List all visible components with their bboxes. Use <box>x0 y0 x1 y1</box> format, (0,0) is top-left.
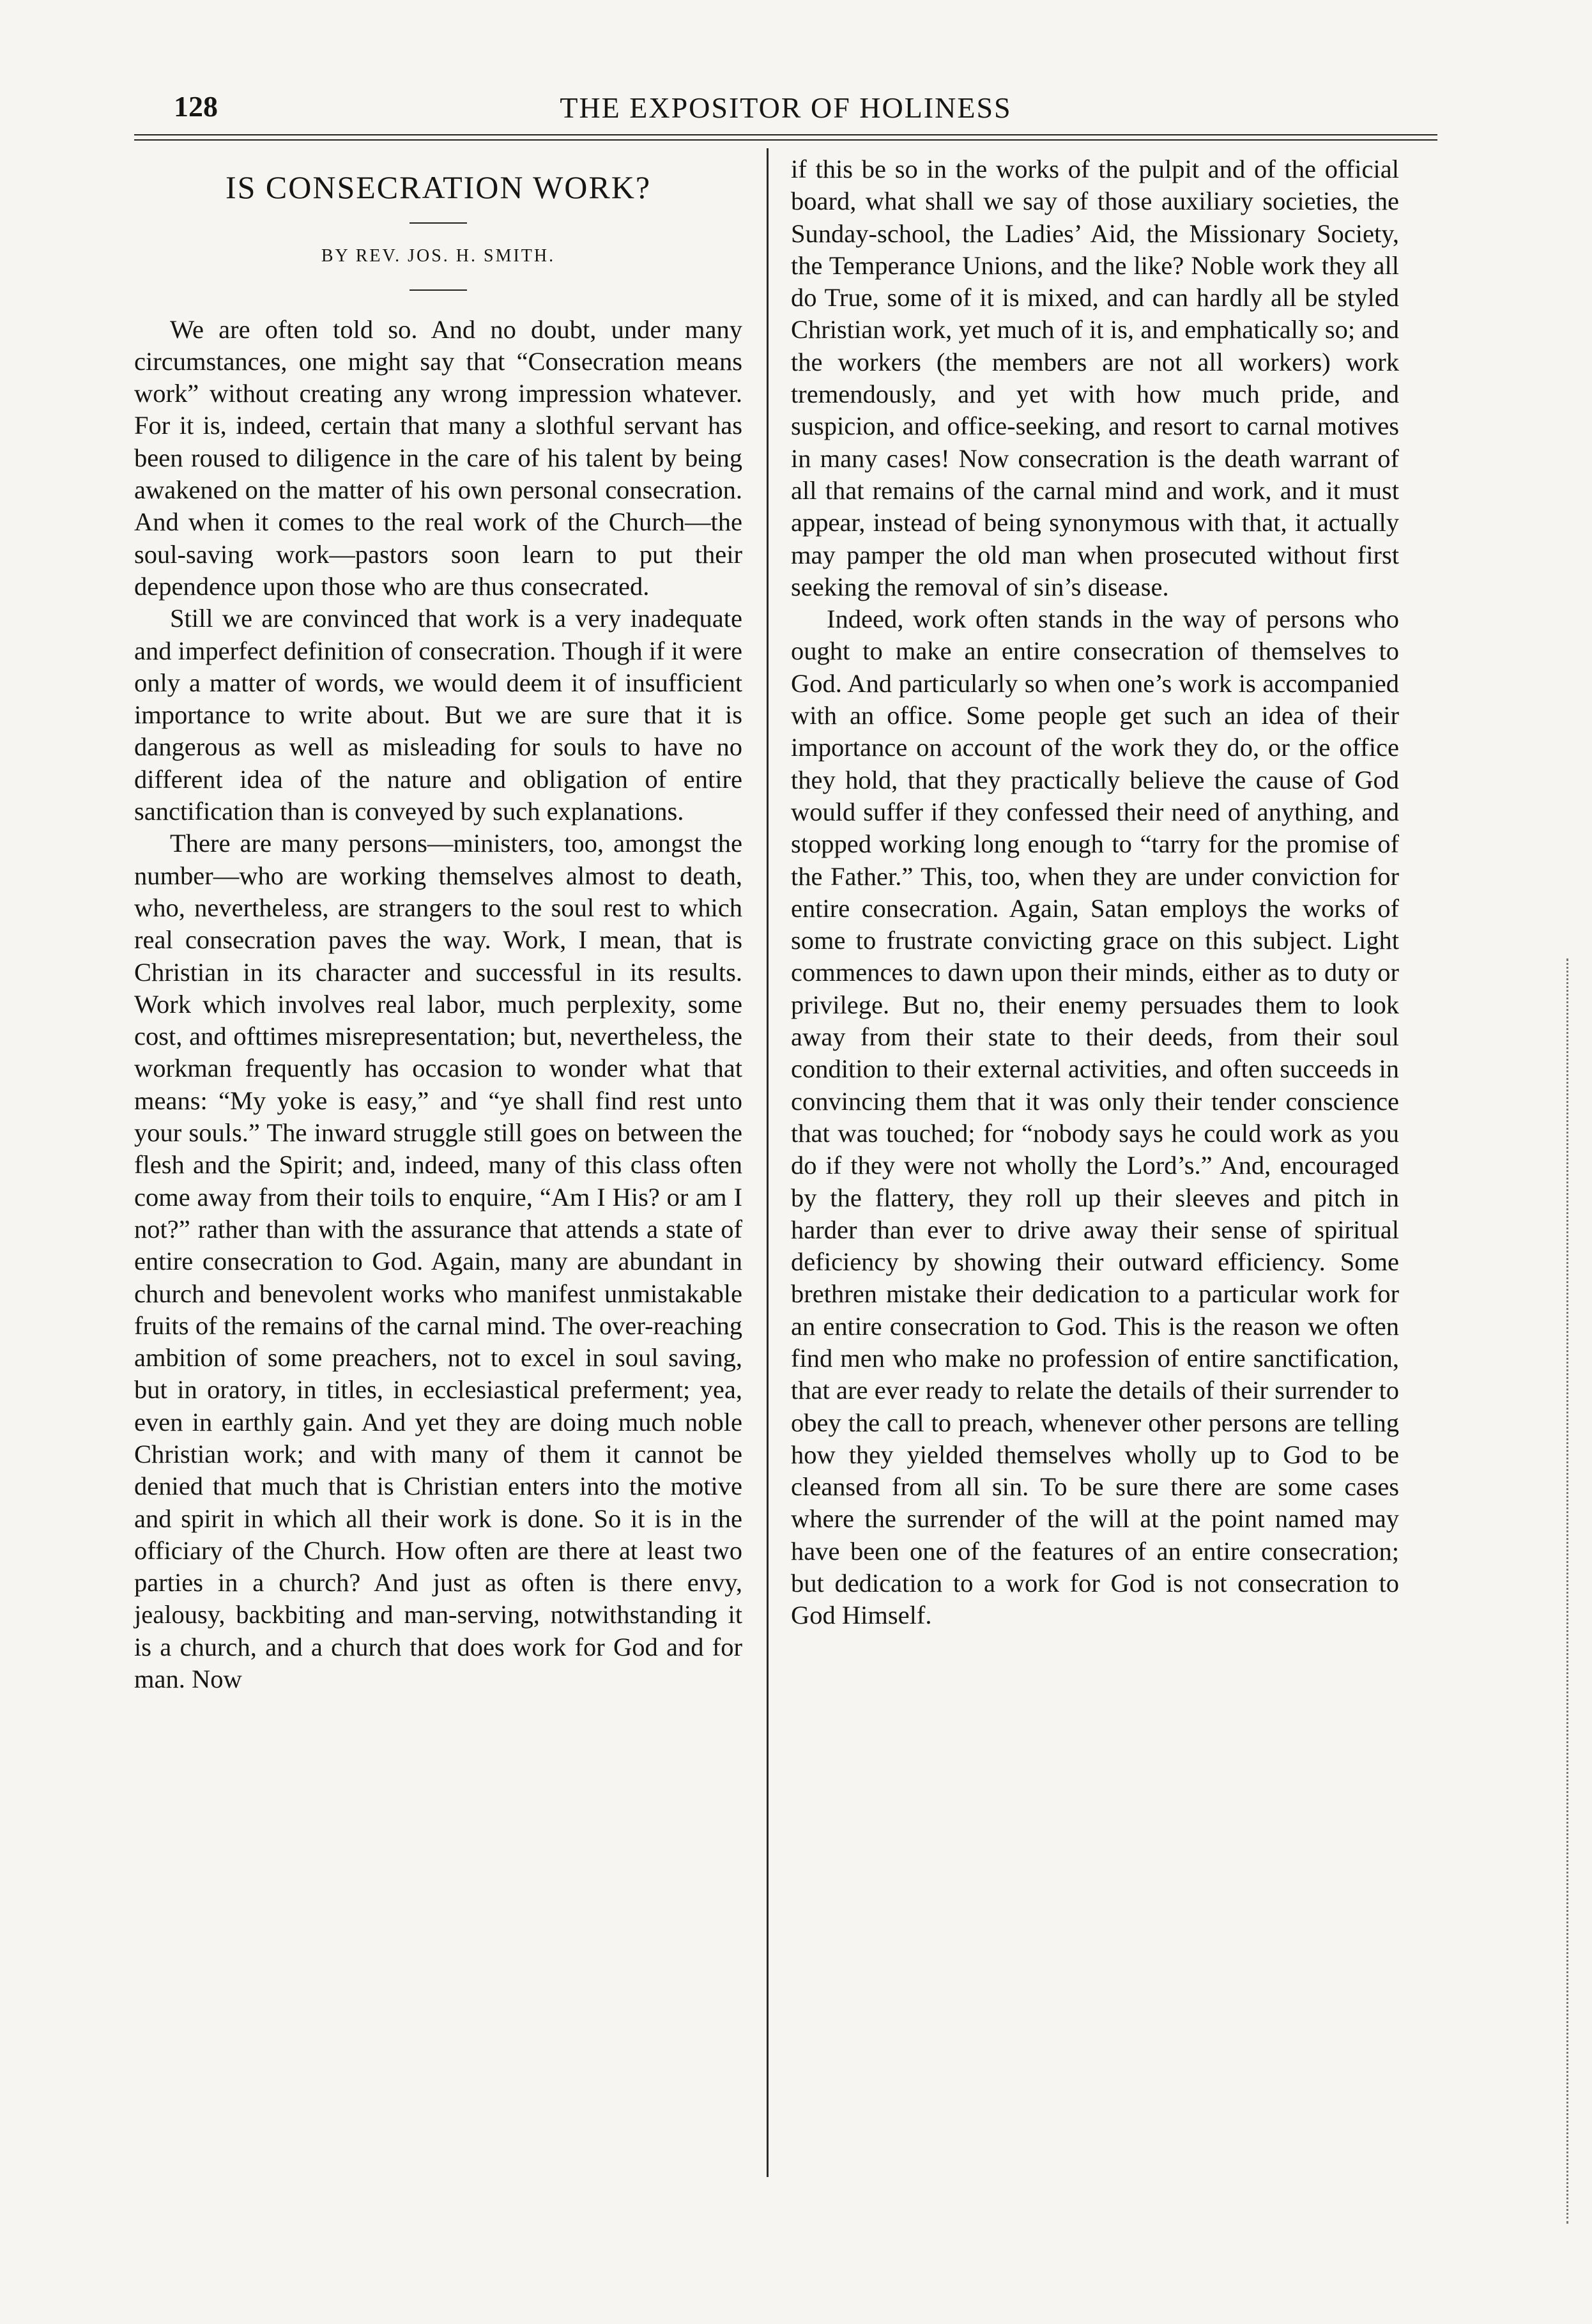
page-edge-marks <box>1566 958 1575 2224</box>
paragraph: We are often told so. And no doubt, under many circumstances, one might say that “Consecration means work” without creating any wrong impression whatever. For it is, indeed, certain that many a slothful servant has been roused to diligence in the care of his talent by being awakened on the matter of his own personal consecration. And when it comes to the real work of the Church—the soul-saving work—pastors soon learn to put their dependence upon those who are thus consecrated. <box>134 314 742 601</box>
page-header <box>134 75 1437 133</box>
paragraph: if this be so in the works of the pulpit and of the official board, what shall we say of those auxiliary societies, the Sunday-school, the Ladies’ Aid, the Missionary Society, the Temperance Unions, and the like? Noble work they all do True, some of it is mixed, and can hardly all be styled Christian work, yet much of it is, and emphatically so; and the workers (the members are not all workers) work tremendously, and yet with how much pride, and suspicion, and office-seeking, and resort to carnal motives in many cases! Now consecration is the death warrant of all that remains of the carnal mind and work, and it must appear, instead of being synonymous with that, it actually may pamper the old man when prosecuted without first seeking the removal of sin’s disease. <box>791 155 1399 601</box>
header-rule <box>134 134 1437 141</box>
article-title: IS CONSECRATION WORK? <box>225 169 652 205</box>
paragraph: There are many persons—ministers, too, amongst the number—who are working themselves almost to death, who, nevertheless, are strangers to the soul rest to which real consecration paves the way. Work, I mean, that is Christian in its character and successful in its results. Work which involves real labor, much perplexity, some cost, and ofttimes misrepresentation; but, nevertheless, the workman frequently has occasion to wonder what that means: “My yoke is easy,” and “ye shall find rest unto your souls.” The inward struggle still goes on between the flesh and the Spirit; and, indeed, many of this class often come away from their toils to enquire, “Am I His? or am I not?” rather than with the assurance that attends a state of entire consecration to God. Again, many are abundant in church and benevolent works who manifest unmistakable fruits of the remains of the carnal mind. The over-reaching ambition of some preachers, not to excel in soul saving, but in oratory, in titles, in ecclesiastical preferment; yea, even in earthly gain. And yet they are doing much noble Christian work; and with many of them it cannot be denied that much that is Christian enters into the motive and spirit in which all their work is done. So it is in the officiary of the Church. How often are there at least two parties in a church? And just as often is there envy, jealousy, backbiting and man-serving, notwithstanding it is a church, and a church that does work for God and for man. Now <box>134 829 742 1694</box>
page-number: 128 <box>174 90 218 123</box>
right-column <box>791 153 1399 1632</box>
left-column <box>134 153 742 1695</box>
title-rule <box>409 222 467 224</box>
article-byline: BY REV. JOS. H. SMITH. <box>321 246 556 266</box>
byline-rule <box>409 289 467 291</box>
paragraph: Indeed, work often stands in the way of persons who ought to make an entire consecration of themselves to God. And particularly so when one’s work is accompanied with an office. Some people get such an idea of their importance on account of the work they do, or the office they hold, that they practically believe the cause of God would suffer if they confessed their need of anything, and stopped working long enough to “tarry for the promise of the Father.” This, too, when they are under conviction for entire consecration. Again, Satan employs the works of some to frustrate convicting grace on this subject. Light commences to dawn upon their minds, either as to duty or privilege. But no, their enemy persuades them to look away from their state to their deeds, from their soul condition to their external activities, and often succeeds in convincing them that it was only their tender conscience that was touched; for “nobody says he could work as you do if they were not wholly the Lord’s.” And, encouraged by the flattery, they roll up their sleeves and pitch in harder than ever to drive away their sense of spiritual deficiency by showing their outward efficiency. Some brethren mistake their dedication to a particular work for an entire consecration to God. This is the reason we often find men who make no profession of entire sanctification, that are ever ready to relate the details of their surrender to obey the call to preach, whenever other persons are telling how they yielded themselves wholly up to God to be cleansed from all sin. To be sure there are some cases where the surrender of the will at the point named may have been one of the features of an entire consecration; but dedication to a work for God is not consecration to God Himself. <box>791 604 1399 1630</box>
paragraph: Still we are convinced that work is a very inadequate and imperfect definition of consecration. Though if it were only a matter of words, we would deem it of insufficient importance to write about. But we are sure that it is dangerous as well as misleading for souls to have no different idea of the nature and obligation of entire sanctification than is conveyed by such explanations. <box>134 604 742 826</box>
running-title: THE EXPOSITOR OF HOLINESS <box>560 91 1012 124</box>
column-divider <box>767 148 769 2177</box>
